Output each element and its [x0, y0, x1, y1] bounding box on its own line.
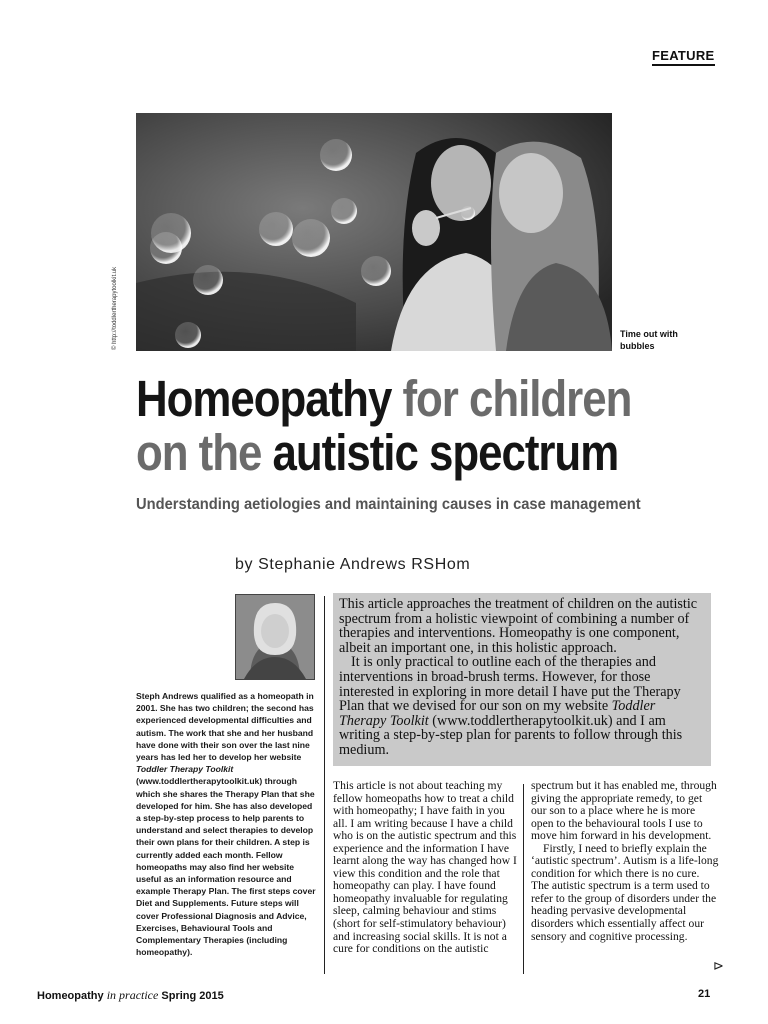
- title-part-2: for children: [391, 370, 632, 427]
- intro-text-2: (www.toddlertherapytoolkit.uk) and I am writing a step-by-step plan for parents to follow through this medium.: [339, 712, 683, 758]
- column-rule-left: [324, 596, 325, 974]
- feature-photo: [136, 113, 612, 351]
- body-column-2: [531, 780, 719, 943]
- bio-text-1: Steph Andrews qualified as a homeopath in 2001. She has two children; the second has experienced developmental difficulties and autism. The work that she and her husband have done with their son over the last nine years has led her to develop her website: [136, 691, 314, 763]
- author-bio-text: [136, 690, 316, 958]
- author-portrait: [236, 595, 314, 679]
- body-paragraph: This article is not about teaching my fellow homeopaths how to treat a child with homeopathy; I have faith in you all. I am writing because I have a child who is on the autistic spectrum and this experience and the information I have learnt along the way has changed how I view this condition and the role that homeopathy can play. I have found homeopathy invaluable for regulating sleep, calming behaviour and stims (short for self-stimulatory behaviour) and increasing social skills. It is not a cure for conditions on the autistic: [333, 779, 517, 956]
- column-rule-right: [523, 784, 524, 974]
- body-paragraph: Firstly, I need to briefly explain the ‘autistic spectrum’. Autism is a life-long condition for which there is no cure. The autistic spectrum is a term used to refer to the group of disorders under the heading pervasive developmental disorders which essentially affect our sensory and cognitive processing.: [531, 841, 719, 943]
- photo-illustration: [136, 113, 612, 351]
- photo-credit: © http://toddlertherapytoolkit.uk: [112, 266, 118, 350]
- continue-arrow-icon: ⊳: [713, 958, 724, 973]
- intro-paragraph-2: [339, 655, 705, 757]
- title-part-1: Homeopathy: [136, 370, 392, 427]
- magazine-name: Homeopathy: [37, 990, 104, 1002]
- title-part-3: on the: [136, 424, 262, 481]
- bio-text-2: (www.toddlertherapytoolkit.uk) through which she shares the Therapy Plan that she developed for him. She has also developed a step-by-step process to help parents to understand and select therapies to develop their own plans for their children. A step is currently added each month. Fellow homeopaths may also find her website useful as an information resource and example Therapy Plan. The first steps cover Diet and Supplements. Future steps will cover Professional Diagnosis and Advice, Exercises, Behavioural Tools and Complementary Therapies (including homeopathy).: [136, 776, 316, 958]
- magazine-subtitle: in practice: [106, 988, 159, 1002]
- bio-site-name: Toddler Therapy Toolkit: [136, 764, 234, 775]
- article-subtitle: Understanding aetiologies and maintaining causes in case management: [136, 496, 641, 513]
- page-number: 21: [698, 988, 711, 1000]
- photo-caption: Time out with bubbles: [620, 329, 678, 351]
- author-bio: [136, 690, 316, 958]
- byline: by Stephanie Andrews RSHom: [235, 556, 471, 573]
- intro-paragraph-1: This article approaches the treatment of children on the autistic spectrum from a holistic viewpoint of combining a number of therapies and interventions. Homeopathy is one component, albeit an important one, in this holistic approach.: [339, 596, 698, 656]
- author-photo: [235, 594, 315, 680]
- footer-publication: [37, 988, 224, 1003]
- body-column-1: [333, 780, 521, 956]
- intro-box: [333, 593, 711, 766]
- title-part-4: autistic spectrum: [261, 424, 619, 481]
- intro-site-name: Toddler Therapy Toolkit: [339, 698, 656, 729]
- intro-text-1: It is only practical to outline each of the therapies and interventions in broad-brush terms. However, for those interested in exploring in more detail I have put the Therapy Plan that we devised for our son on my website: [339, 654, 681, 715]
- article-title: [136, 372, 652, 480]
- section-label: FEATURE: [652, 48, 715, 66]
- body-paragraph: spectrum but it has enabled me, through giving the appropriate remedy, to get our son to a place where he is more open to the behavioural tools I use to move him forward in his development.: [531, 779, 717, 843]
- issue-date: Spring 2015: [161, 990, 224, 1002]
